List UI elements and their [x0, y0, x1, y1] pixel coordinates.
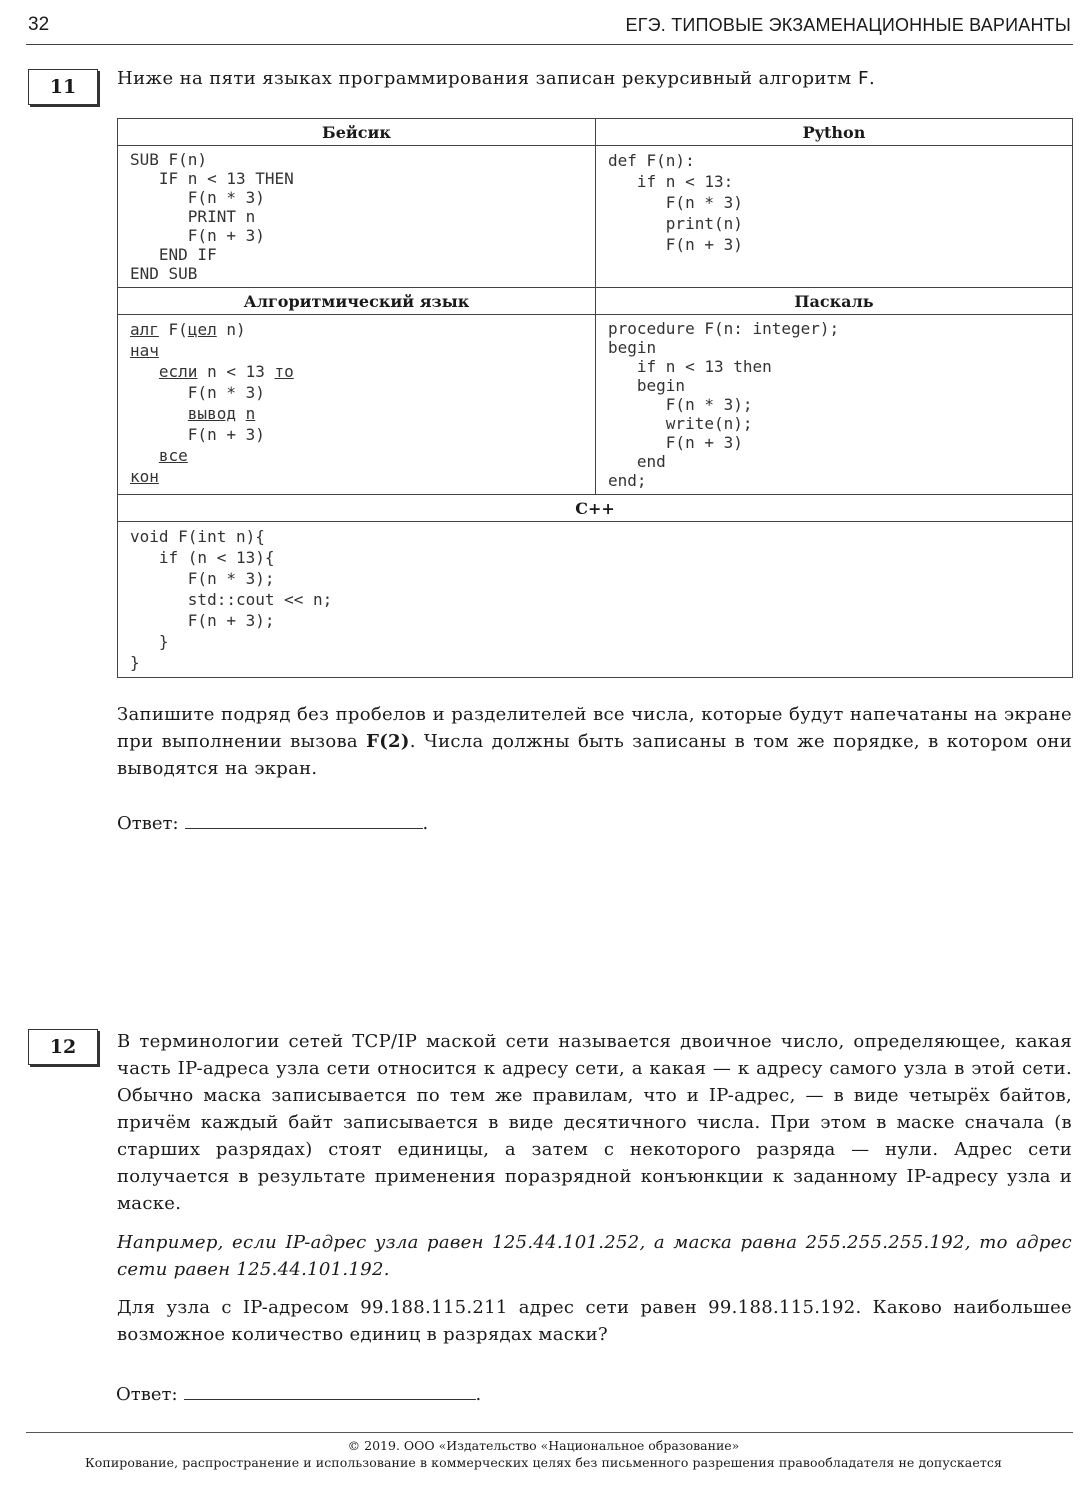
alg-l5-mid: [236, 404, 246, 423]
task11-intro-prefix: Ниже на пяти языках программирования записан рекурсивный алгоритм: [117, 68, 858, 89]
code-python: def F(n): if n < 13: F(n * 3) print(n) F(n + 3): [608, 151, 743, 254]
alg-l5-indent: [130, 404, 188, 423]
task11-question-b: . Числа должны быть записаны в том же порядке, в котором они выводятся на экран.: [117, 731, 1073, 779]
header-python: Python: [596, 119, 1073, 146]
alg-l1a: F(: [158, 320, 188, 339]
footer-notice: Копирование, распространение и использование в коммерческих целях без письменного разрешения правообладателя не допускается: [85, 1455, 1002, 1470]
cell-pascal: [596, 315, 1073, 495]
code-cpp: void F(int n){ if (n < 13){ F(n * 3); std::cout << n; F(n + 3); } }: [130, 527, 333, 672]
footer-divider: [26, 1432, 1073, 1433]
task12-answer-label: Ответ:: [116, 1384, 178, 1405]
task11-answer-label: Ответ:: [117, 813, 179, 834]
task11-intro-fn: F: [857, 68, 869, 89]
task12-text: В терминологии сетей TCP/IP маской сети называется двоичное число, определяющее, какая часть IP-адреса узла сети относится к адресу сети, а какая — к адресу самого узла в этой сети. Обычно маска записывается по тем же правилам, что и IP-адрес, — в виде четырёх байтов, причём каждый байт записывается в виде десятичного числа. При этом в маске сначала (в старших разрядах) стоят единицы, а затем с некоторого разряда — нули. Адрес сети получается в результате применения поразрядной конъюнкции к заданному IP-адресу узла и маске.: [117, 1031, 1072, 1214]
header-basic: Бейсик: [118, 119, 596, 146]
cell-cpp: [118, 522, 1073, 678]
alg-kw-to: то: [274, 362, 294, 381]
alg-l3-mid: n < 13: [197, 362, 275, 381]
alg-kw-esli: если: [158, 362, 198, 381]
task11-intro: [117, 68, 875, 89]
code-table: [117, 118, 1073, 678]
running-header-title: ЕГЭ. ТИПОВЫЕ ЭКЗАМЕНАЦИОННЫЕ ВАРИАНТЫ: [625, 15, 1071, 35]
alg-l6: F(n + 3): [130, 425, 265, 444]
task11-question-call: F(2): [366, 731, 410, 752]
alg-l3-indent: [130, 362, 159, 381]
task12-question: Для узла с IP-адресом 99.188.115.211 адрес сети равен 99.188.115.192. Каково наибольшее возможное количество единиц в разрядах маски?: [117, 1297, 1072, 1345]
cell-basic: [118, 146, 596, 288]
alg-l4: F(n * 3): [130, 383, 265, 402]
task11-answer: [117, 812, 428, 834]
task11-question-a: Запишите подряд без пробелов и разделителей все числа, которые будут напечатаны на экране при выполнении вызова: [117, 704, 1072, 752]
task-number-box-11: [28, 69, 98, 105]
task12-answer-end: .: [475, 1384, 482, 1405]
header-pascal: Паскаль: [596, 288, 1073, 315]
alg-kw-alg: алг: [130, 320, 159, 339]
header-divider: [26, 44, 1073, 45]
task11-question: [117, 701, 1072, 782]
cell-alg: [118, 315, 596, 495]
alg-l7-indent: [130, 446, 159, 465]
task-number-box-12: [28, 1029, 98, 1065]
page-number: 32: [28, 14, 50, 35]
alg-kw-nach: нач: [130, 341, 159, 360]
task-number-12: 12: [49, 1036, 77, 1058]
footer-copyright: © 2019. ООО «Издательство «Национальное образование»: [347, 1438, 740, 1453]
code-alg: [130, 319, 585, 487]
task11-answer-field[interactable]: [185, 812, 423, 829]
code-basic: SUB F(n) IF n < 13 THEN F(n * 3) PRINT n F(n + 3) END IF END SUB: [130, 150, 294, 283]
alg-kw-vse: все: [158, 446, 188, 465]
task12-example: Например, если IP-адрес узла равен 125.44.101.252, а маска равна 255.255.255.192, то адрес сети равен 125.44.101.192.: [117, 1232, 1072, 1280]
cell-python: [596, 146, 1073, 288]
alg-l1b: n): [216, 320, 246, 339]
task11-intro-suffix: .: [868, 68, 876, 89]
task11-answer-end: .: [422, 813, 429, 834]
alg-kw-vyvod: вывод: [187, 404, 236, 423]
task12-answer: [116, 1383, 481, 1405]
code-pascal: procedure F(n: integer); begin if n < 13 then begin F(n * 3); write(n); F(n + 3) end end;: [608, 319, 840, 490]
alg-kw-cel: цел: [187, 320, 217, 339]
task-number-11: 11: [49, 76, 77, 98]
alg-kw-n: n: [245, 404, 256, 423]
alg-kw-kon: кон: [130, 467, 159, 486]
header-cpp: C++: [118, 495, 1073, 522]
header-alg: Алгоритмический язык: [118, 288, 596, 315]
task12-answer-field[interactable]: [184, 1383, 476, 1400]
